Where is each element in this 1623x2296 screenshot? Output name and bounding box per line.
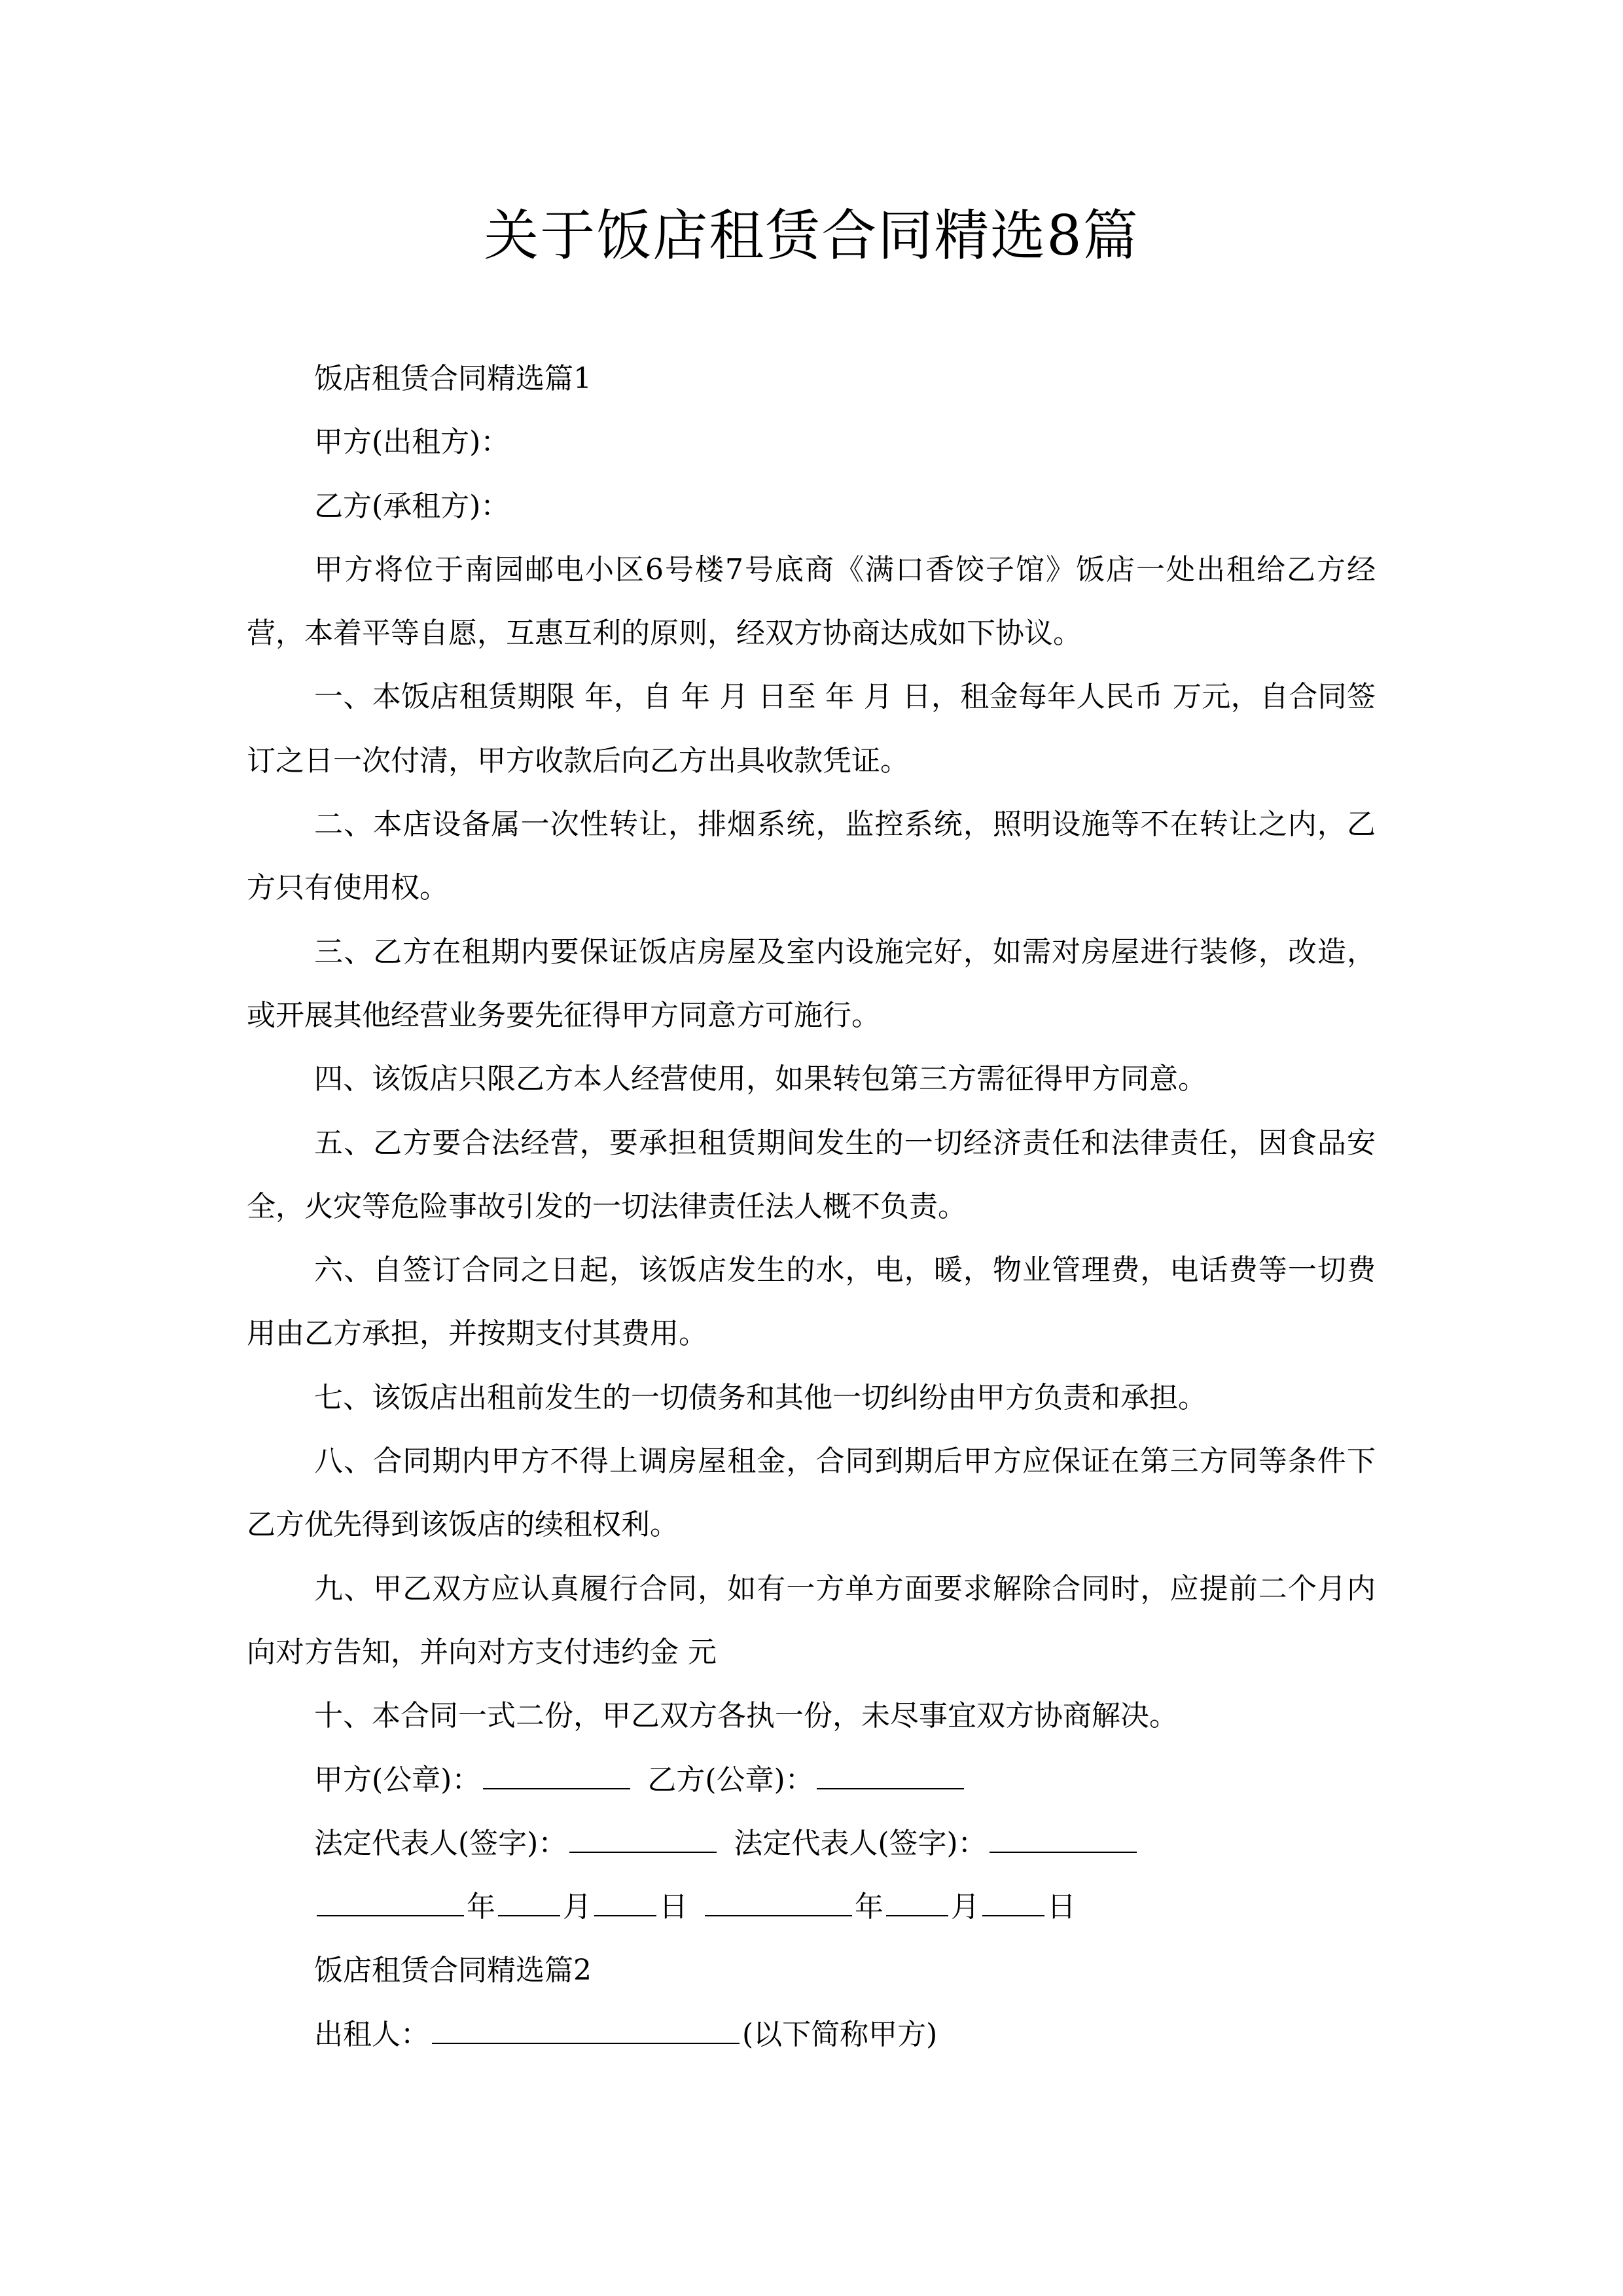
- seal-line: [247, 1748, 1376, 1812]
- rep-b-label: 法定代表人(签字)：: [734, 1826, 987, 1860]
- lessor-suffix: (以下简称甲方): [742, 2017, 938, 2051]
- section-heading-1: 饭店租赁合同精选篇1: [314, 362, 592, 395]
- date-b-year-blank[interactable]: [705, 1914, 852, 1916]
- clause-10: 十、本合同一式二份，甲乙双方各执一份，未尽事宜双方协商解决。: [314, 1699, 1178, 1733]
- representative-line: [247, 1812, 1376, 1875]
- date-a-year-blank[interactable]: [317, 1914, 464, 1916]
- date-a-day-blank[interactable]: [594, 1914, 656, 1916]
- clause-2: 二、本店设备属一次性转让，排烟系统，监控系统，照明设施等不在转让之内，乙方只有使用权。: [247, 808, 1376, 905]
- party-b-seal-blank[interactable]: [817, 1787, 964, 1789]
- lessor-line: [247, 2003, 1376, 2066]
- date-line: [247, 1875, 1376, 1939]
- clause-7: 七、该饭店出租前发生的一切债务和其他一切纠纷由甲方负责和承担。: [314, 1380, 1207, 1414]
- date-a-month-label: 月: [563, 1890, 592, 1924]
- rep-b-blank[interactable]: [990, 1851, 1137, 1853]
- clause-5: 五、乙方要合法经营，要承担租赁期间发生的一切经济责任和法律责任，因食品安全，火灾等危险事故引发的一切法律责任法人概不负责。: [247, 1126, 1376, 1223]
- date-a-month-blank[interactable]: [498, 1914, 560, 1916]
- date-a-day-label: 日: [659, 1890, 688, 1924]
- clause-6: 六、自签订合同之日起，该饭店发生的水，电，暖，物业管理费，电话费等一切费用由乙方承担，并按期支付其费用。: [247, 1253, 1376, 1351]
- party-a-seal-blank[interactable]: [483, 1787, 630, 1789]
- rep-a-blank[interactable]: [569, 1851, 717, 1853]
- clause-3: 三、乙方在租期内要保证饭店房屋及室内设施完好，如需对房屋进行装修，改造，或开展其他经营业务要先征得甲方同意方可施行。: [247, 935, 1376, 1032]
- date-b-year-label: 年: [855, 1890, 883, 1924]
- party-b-seal-label: 乙方(公章)：: [647, 1763, 814, 1797]
- clause-1: 一、本饭店租赁期限 年，自 年 月 日至 年 月 日，租金每年人民币 万元，自合同签订之日一次付清，甲方收款后向乙方出具收款凭证。: [247, 680, 1376, 778]
- date-a-year-label: 年: [467, 1890, 495, 1924]
- party-b-label: 乙方(承租方)：: [314, 489, 510, 523]
- clause-4: 四、该饭店只限乙方本人经营使用，如果转包第三方需征得甲方同意。: [314, 1062, 1207, 1096]
- date-b-day-label: 日: [1047, 1890, 1076, 1924]
- document-body: [247, 347, 1376, 2066]
- clause-8: 八、合同期内甲方不得上调房屋租金，合同到期后甲方应保证在第三方同等条件下乙方优先得到该饭店的续租权利。: [247, 1444, 1376, 1542]
- intro-paragraph: 甲方将位于南园邮电小区6号楼7号底商《满口香饺子馆》饭店一处出租给乙方经营，本着平等自愿，互惠互利的原则，经双方协商达成如下协议。: [247, 552, 1376, 651]
- rep-a-label: 法定代表人(签字)：: [314, 1826, 567, 1860]
- lessor-label: 出租人：: [314, 2017, 429, 2051]
- party-a-seal-label: 甲方(公章)：: [314, 1763, 481, 1797]
- section-heading-2: 饭店租赁合同精选篇2: [314, 1954, 592, 1988]
- document-title: 关于饭店租赁合同精选8篇: [484, 204, 1139, 268]
- date-b-day-blank[interactable]: [982, 1914, 1044, 1916]
- date-b-month-blank[interactable]: [886, 1914, 948, 1916]
- lessor-blank[interactable]: [432, 2042, 740, 2044]
- party-a-label: 甲方(出租方)：: [314, 425, 510, 459]
- date-b-month-label: 月: [951, 1890, 980, 1924]
- clause-9: 九、甲乙双方应认真履行合同，如有一方单方面要求解除合同时，应提前二个月内向对方告知，并向对方支付违约金 元: [247, 1571, 1376, 1669]
